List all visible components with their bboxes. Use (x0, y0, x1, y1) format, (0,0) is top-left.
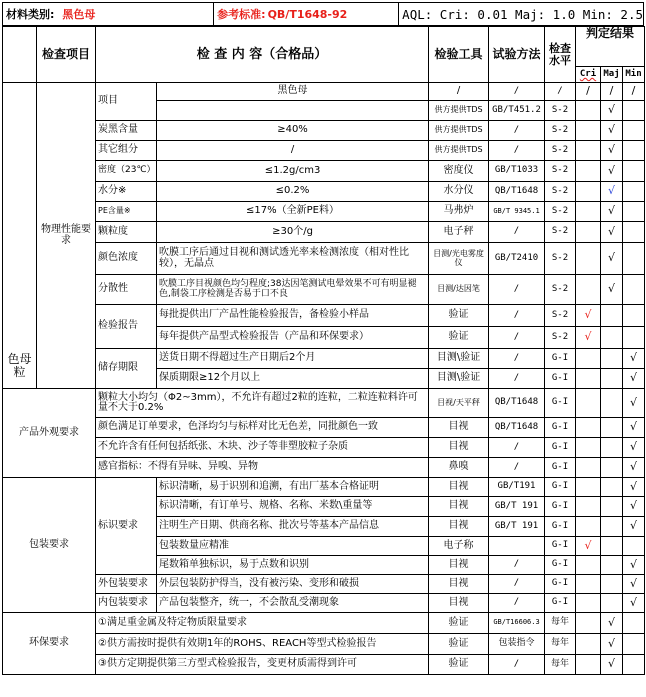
maj-cell (601, 418, 623, 438)
cri-cell (576, 202, 601, 222)
content-cell: 外层包装防护得当，没有被污染、变形和破损 (157, 575, 429, 594)
min-cell (623, 305, 645, 327)
material-label: 材料类别: (6, 8, 55, 21)
level-cell: S-2 (545, 243, 576, 275)
tool-cell: 目视 (429, 497, 489, 517)
check-mark: √ (630, 351, 638, 365)
tool-cell: 电子秤 (429, 222, 489, 243)
check-mark: √ (608, 184, 616, 198)
min-cell (623, 222, 645, 243)
check-mark: √ (608, 143, 616, 157)
level-cell: G-I (545, 458, 576, 478)
check-mark: √ (630, 395, 638, 409)
level-cell: S-2 (545, 222, 576, 243)
cri-cell (576, 101, 601, 121)
check-mark: √ (630, 576, 638, 590)
check-mark: / (631, 84, 636, 98)
maj-cell (601, 575, 623, 594)
cri-cell (576, 121, 601, 141)
item-label: 外包装要求 (96, 575, 157, 594)
maj-cell (601, 349, 623, 369)
check-mark: √ (584, 538, 592, 552)
item-label: PE含量※ (96, 202, 157, 222)
cri-cell (576, 517, 601, 537)
check-mark: √ (584, 308, 592, 322)
method-cell: QB/T1648 (489, 418, 545, 438)
content-cell: 包装数量应精准 (157, 537, 429, 556)
level-cell: / (545, 83, 576, 101)
category-masterbatch: 色母粒 (3, 83, 37, 389)
method-cell: QB/T1648 (489, 182, 545, 202)
maj-cell (601, 517, 623, 537)
maj-cell (601, 497, 623, 517)
method-cell: GB/T 9345.1 (489, 202, 545, 222)
min-cell (623, 349, 645, 369)
content-cell: 保质期限≥12个月以上 (157, 369, 429, 389)
content-cell: 标识清晰，有订单号、规格、名称、米数\重量等 (157, 497, 429, 517)
col-tool: 检验工具 (429, 27, 489, 83)
level-cell: G-I (545, 389, 576, 418)
method-cell: GB/T191 (489, 478, 545, 497)
maj-cell (601, 243, 623, 275)
maj-cell (601, 478, 623, 497)
maj-cell (601, 556, 623, 575)
method-cell: / (489, 305, 545, 327)
content-cell: 不允许含有任何包括纸张、木块、沙子等非塑胶粒子杂质 (96, 438, 429, 458)
check-mark: √ (608, 123, 616, 137)
method-cell: GB/T16606.3 (489, 613, 545, 634)
tool-cell: 电子称 (429, 537, 489, 556)
item-label: 内包装要求 (96, 594, 157, 613)
level-cell: G-I (545, 497, 576, 517)
level-cell: G-I (545, 517, 576, 537)
col-level: 检查水平 (545, 27, 576, 83)
item-label: 水分※ (96, 182, 157, 202)
cri-cell (576, 438, 601, 458)
level-cell: G-I (545, 556, 576, 575)
item-label: 检验报告 (96, 305, 157, 349)
check-mark: √ (608, 657, 616, 671)
item-label: 密度（23℃） (96, 161, 157, 182)
item-label: 颗粒度 (96, 222, 157, 243)
method-cell: / (489, 369, 545, 389)
cri-cell (576, 497, 601, 517)
content-cell: ≤0.2% (157, 182, 429, 202)
cri-cell (576, 182, 601, 202)
level-cell: G-I (545, 418, 576, 438)
maj-cell (601, 141, 623, 161)
content-cell: ≥40% (157, 121, 429, 141)
method-cell: / (489, 556, 545, 575)
tool-cell: 密度仪 (429, 161, 489, 182)
tool-cell: 目视 (429, 438, 489, 458)
standard-value: QB/T1648-92 (267, 7, 348, 21)
check-mark: √ (608, 224, 616, 238)
method-cell (489, 537, 545, 556)
sheet-header (2, 2, 644, 26)
content-cell: 颜色满足订单要求，色泽均匀与标样对比无色差，同批颜色一致 (96, 418, 429, 438)
level-cell: 每年 (545, 655, 576, 675)
standard-label: 参考标准: (217, 8, 266, 21)
item-label: 炭黑含量 (96, 121, 157, 141)
method-cell: / (489, 349, 545, 369)
col-cri (576, 67, 601, 83)
level-cell: S-2 (545, 101, 576, 121)
col-min-label: Min (625, 68, 642, 79)
tool-cell: 供方提供TDS (429, 101, 489, 121)
min-cell (623, 243, 645, 275)
level-cell: S-2 (545, 182, 576, 202)
method-cell: GB/T2410 (489, 243, 545, 275)
content-cell: 吹膜工序目视颜色均匀程度;38达因笔测试电晕效果不可有明显褪色,制袋工序检测是否易于口不良 (157, 275, 429, 305)
standard-cell (214, 3, 399, 25)
maj-cell (601, 634, 623, 655)
tool-cell: 目视 (429, 575, 489, 594)
col-category (3, 27, 37, 83)
cri-cell (576, 458, 601, 478)
inspection-table (2, 26, 645, 675)
label-group: 标识要求 (96, 478, 157, 575)
check-mark: √ (630, 499, 638, 513)
tool-cell: 目视/天平秤 (429, 389, 489, 418)
check-mark: / (609, 84, 614, 98)
col-maj (601, 67, 623, 83)
cri-cell (576, 141, 601, 161)
method-cell: / (489, 575, 545, 594)
method-cell: QB/T1648 (489, 389, 545, 418)
item-label: 其它组分 (96, 141, 157, 161)
level-cell: G-I (545, 537, 576, 556)
method-cell: / (489, 327, 545, 349)
level-cell: G-I (545, 594, 576, 613)
aql-value: AQL: Cri: 0.01 Maj: 1.0 Min: 2.5 (402, 6, 643, 22)
maj-cell (601, 537, 623, 556)
level-cell: 每年 (545, 634, 576, 655)
level-cell: S-2 (545, 161, 576, 182)
tool-cell: 目测\验证 (429, 349, 489, 369)
content-cell: 感官指标：不得有异味、异嗅、异物 (96, 458, 429, 478)
tool-cell: 验证 (429, 327, 489, 349)
cri-cell (576, 369, 601, 389)
level-cell: S-2 (545, 305, 576, 327)
content-cell: 每批提供出厂产品性能检验报告，备检验小样品 (157, 305, 429, 327)
min-cell (623, 275, 645, 305)
content-cell: 送货日期不得超过生产日期后2个月 (157, 349, 429, 369)
cri-cell (576, 83, 601, 101)
inspection-table-body (3, 27, 645, 675)
col-method: 试验方法 (489, 27, 545, 83)
min-cell (623, 594, 645, 613)
check-mark: √ (608, 251, 616, 265)
method-cell: GB/T 191 (489, 517, 545, 537)
cri-cell (576, 556, 601, 575)
tool-cell: 目测/光电雾度仪 (429, 243, 489, 275)
cri-cell (576, 575, 601, 594)
level-cell: G-I (545, 575, 576, 594)
maj-cell (601, 275, 623, 305)
aql-cell (399, 3, 643, 25)
cri-cell (576, 478, 601, 497)
method-cell: / (489, 121, 545, 141)
maj-cell (601, 655, 623, 675)
check-mark: √ (630, 595, 638, 609)
tool-cell: 供方提供TDS (429, 141, 489, 161)
method-cell: GB/T451.2 (489, 101, 545, 121)
min-cell (623, 418, 645, 438)
item-label: 分散性 (96, 275, 157, 305)
content-cell: 颗粒大小均匀（Φ2~3mm），不允许有超过2粒的连粒，二粒连粒料许可量不大于0.2% (96, 389, 429, 418)
cri-cell (576, 537, 601, 556)
maj-cell (601, 182, 623, 202)
min-cell (623, 101, 645, 121)
tool-cell: 目视 (429, 556, 489, 575)
level-cell: S-2 (545, 327, 576, 349)
maj-cell (601, 161, 623, 182)
col-min (623, 67, 645, 83)
method-cell: / (489, 655, 545, 675)
cri-cell (576, 222, 601, 243)
check-mark: √ (608, 282, 616, 296)
level-cell: S-2 (545, 121, 576, 141)
check-mark: √ (630, 371, 638, 385)
category-appearance: 产品外观要求 (3, 389, 96, 478)
content-cell: ②供方需按时提供有效期1年的ROHS、REACH等型式检验报告 (96, 634, 429, 655)
min-cell (623, 458, 645, 478)
content-cell: 尾数箱单独标识，易于点数和识别 (157, 556, 429, 575)
maj-cell (601, 305, 623, 327)
level-cell: S-2 (545, 141, 576, 161)
min-cell (623, 438, 645, 458)
check-mark: √ (608, 163, 616, 177)
maj-cell (601, 121, 623, 141)
material-cell (3, 3, 214, 25)
min-cell (623, 369, 645, 389)
min-cell (623, 202, 645, 222)
level-cell: S-2 (545, 202, 576, 222)
tool-cell: 目视 (429, 478, 489, 497)
min-cell (623, 537, 645, 556)
cri-cell (576, 418, 601, 438)
method-cell: GB/T 191 (489, 497, 545, 517)
check-mark: √ (608, 615, 616, 629)
check-mark: √ (630, 460, 638, 474)
check-mark: √ (608, 636, 616, 650)
col-judge: 判定结果 (576, 27, 645, 67)
content-cell: 产品包装整齐，统一，不会散乱受潮现象 (157, 594, 429, 613)
tool-cell: 目视 (429, 418, 489, 438)
tool-cell: 目测/达因笔 (429, 275, 489, 305)
min-cell (623, 161, 645, 182)
maj-cell (601, 83, 623, 101)
level-cell: G-I (545, 369, 576, 389)
check-mark: √ (608, 204, 616, 218)
tool-cell: 目视 (429, 517, 489, 537)
level-cell: G-I (545, 478, 576, 497)
min-cell (623, 141, 645, 161)
check-mark: √ (630, 557, 638, 571)
content-cell: 每年提供产品型式检验报告（产品和环保要求） (157, 327, 429, 349)
cri-cell (576, 389, 601, 418)
level-cell: G-I (545, 349, 576, 369)
maj-cell (601, 202, 623, 222)
method-cell: / (489, 594, 545, 613)
col-cri-label: Cri (579, 68, 597, 79)
min-cell (623, 121, 645, 141)
method-cell: / (489, 438, 545, 458)
cri-cell (576, 161, 601, 182)
category-physical: 物理性能要求 (37, 83, 96, 389)
content-cell: ③供方定期提供第三方型式检验报告，变更材质需得到许可 (96, 655, 429, 675)
maj-cell (601, 222, 623, 243)
tool-cell: 水分仪 (429, 182, 489, 202)
level-cell: 每年 (545, 613, 576, 634)
check-mark: √ (608, 103, 616, 117)
category-packaging: 包装要求 (3, 478, 96, 613)
content-cell: / (157, 141, 429, 161)
content-cell: ①满足重金属及特定物质限量要求 (96, 613, 429, 634)
method-cell: / (489, 222, 545, 243)
check-mark: / (586, 84, 590, 98)
check-mark: √ (630, 519, 638, 533)
cri-cell (576, 594, 601, 613)
tool-cell: 验证 (429, 613, 489, 634)
min-cell (623, 327, 645, 349)
tool-cell: 目测\验证 (429, 369, 489, 389)
method-cell: 包装指令 (489, 634, 545, 655)
material-value: 黑色母 (62, 8, 96, 21)
tool-cell: 验证 (429, 655, 489, 675)
min-cell (623, 182, 645, 202)
cri-cell (576, 275, 601, 305)
cri-cell (576, 655, 601, 675)
col-maj-label: Maj (603, 68, 620, 79)
min-cell (623, 634, 645, 655)
min-cell (623, 556, 645, 575)
content-cell: ≤17%（全新PE料） (157, 202, 429, 222)
cri-cell (576, 243, 601, 275)
content-cell (157, 101, 429, 121)
method-cell: / (489, 458, 545, 478)
item-label: 储存期限 (96, 349, 157, 389)
maj-cell (601, 101, 623, 121)
method-cell: / (489, 275, 545, 305)
cri-cell (576, 634, 601, 655)
check-mark: √ (630, 440, 638, 454)
maj-cell (601, 327, 623, 349)
level-cell: S-2 (545, 275, 576, 305)
maj-cell (601, 458, 623, 478)
cri-cell (576, 349, 601, 369)
item-label: 颜色浓度 (96, 243, 157, 275)
method-cell: / (489, 83, 545, 101)
tool-cell: 马弗炉 (429, 202, 489, 222)
min-cell (623, 517, 645, 537)
min-cell (623, 478, 645, 497)
check-mark: √ (630, 479, 638, 493)
min-cell (623, 83, 645, 101)
content-cell: 注明生产日期、供商名称、批次号等基本产品信息 (157, 517, 429, 537)
tool-cell: 验证 (429, 634, 489, 655)
maj-cell (601, 594, 623, 613)
content-cell: 吹膜工序后通过目视和测试透光率来检测浓度（相对性比较），无晶点 (157, 243, 429, 275)
min-cell (623, 497, 645, 517)
tool-cell: 供方提供TDS (429, 121, 489, 141)
method-cell: GB/T1033 (489, 161, 545, 182)
maj-cell (601, 369, 623, 389)
cri-cell (576, 305, 601, 327)
min-cell (623, 613, 645, 634)
check-mark: √ (584, 330, 592, 344)
min-cell (623, 389, 645, 418)
level-cell: G-I (545, 438, 576, 458)
tool-cell: 验证 (429, 305, 489, 327)
col-item: 检查项目 (37, 27, 96, 83)
method-cell: / (489, 141, 545, 161)
content-cell: ≤1.2g/cm3 (157, 161, 429, 182)
min-cell (623, 655, 645, 675)
maj-cell (601, 438, 623, 458)
content-cell: 标识清晰，易于识别和追溯，有出厂基本合格证明 (157, 478, 429, 497)
check-mark: √ (630, 420, 638, 434)
category-environmental: 环保要求 (3, 613, 96, 675)
tool-cell: 目视 (429, 594, 489, 613)
content-cell: 黑色母 (157, 83, 429, 101)
content-cell: ≥30个/g (157, 222, 429, 243)
item-label: 项目 (96, 83, 157, 121)
maj-cell (601, 613, 623, 634)
cri-cell (576, 613, 601, 634)
tool-cell: / (429, 83, 489, 101)
maj-cell (601, 389, 623, 418)
col-content: 检 查 内 容（合格品） (96, 27, 429, 83)
min-cell (623, 575, 645, 594)
tool-cell: 鼻嗅 (429, 458, 489, 478)
cri-cell (576, 327, 601, 349)
